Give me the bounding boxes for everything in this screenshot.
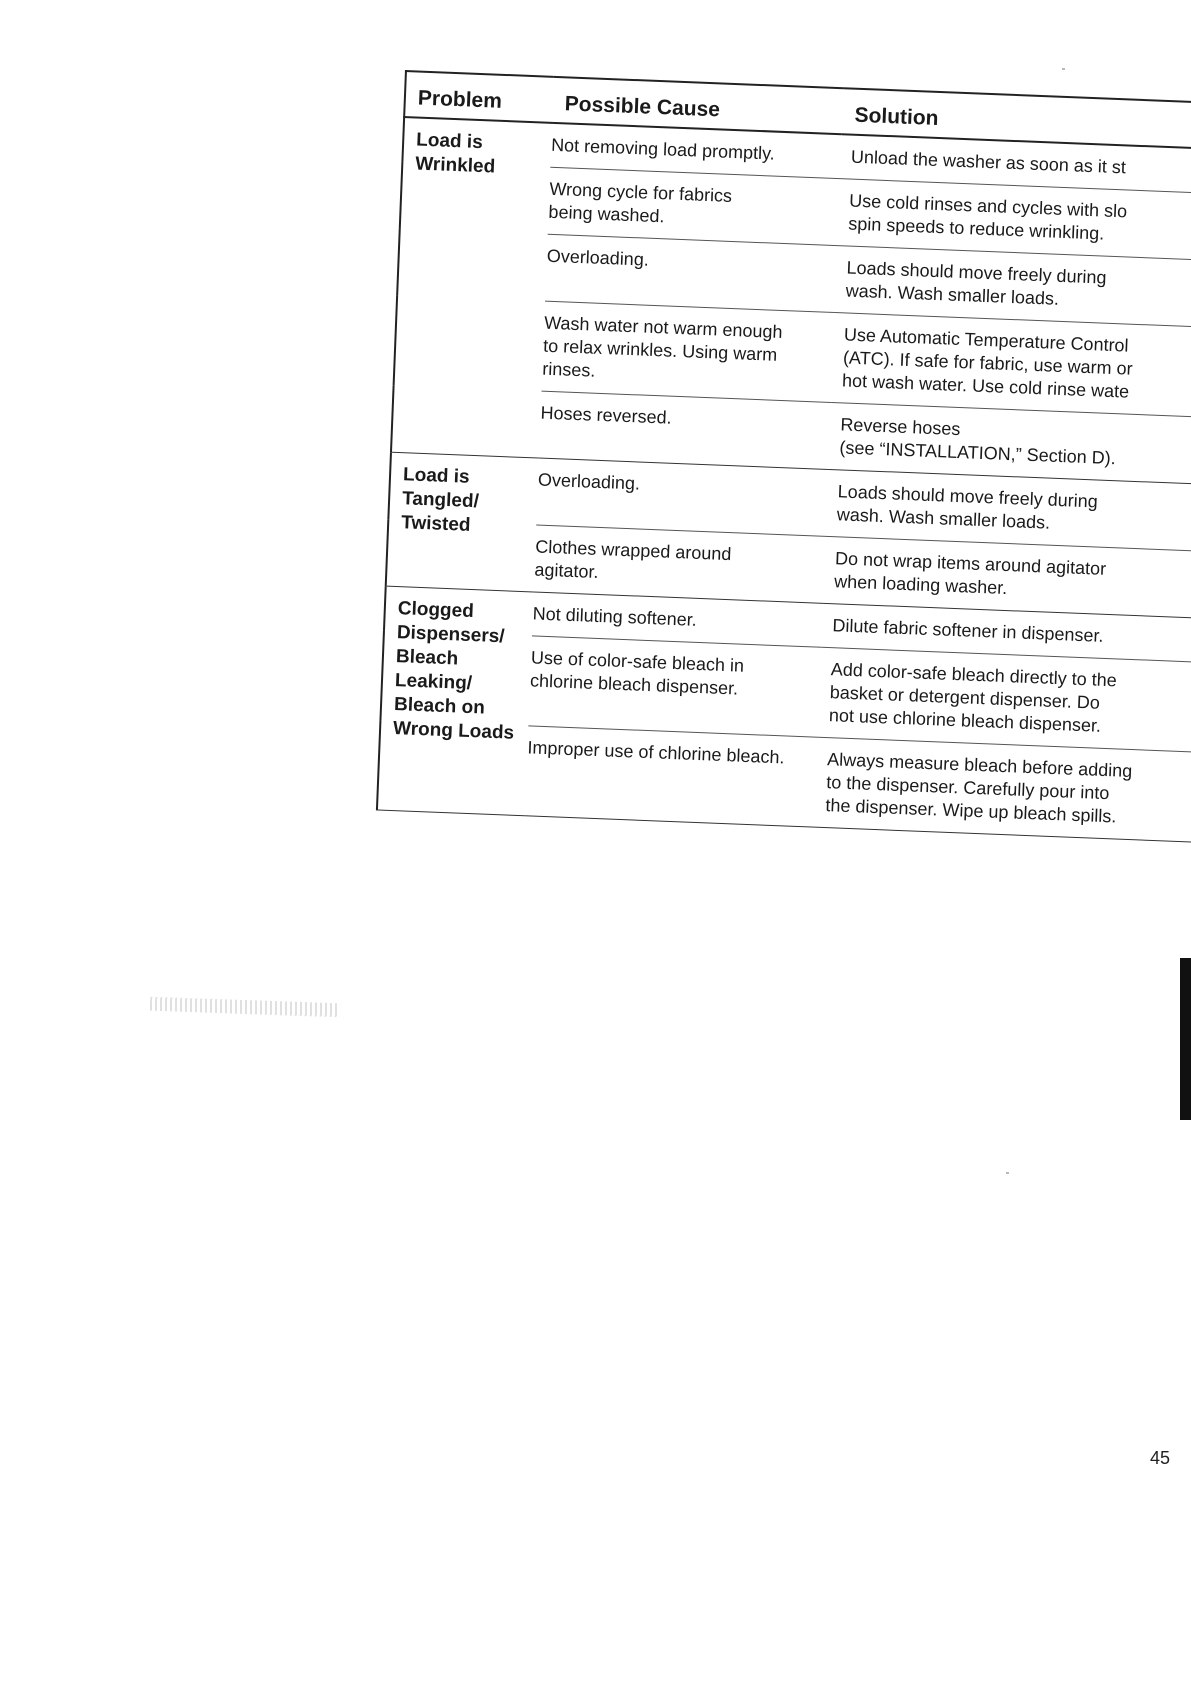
cause-text: Not removing load promptly. bbox=[550, 134, 776, 164]
troubleshooting-table-wrapper bbox=[376, 70, 1191, 843]
cause-text: Not diluting softener. bbox=[532, 603, 698, 630]
cause-text: Use of color-safe bleach in chlorine bleach dispenser. bbox=[529, 647, 745, 699]
cause-text: Hoses reversed. bbox=[540, 402, 673, 428]
problem-clogged-dispensers bbox=[377, 586, 534, 816]
cause-cell bbox=[528, 636, 821, 737]
scan-speck bbox=[1006, 1172, 1009, 1174]
cause-cell bbox=[548, 167, 840, 245]
scan-speck bbox=[1062, 68, 1065, 70]
problem-label: Load is Tangled/ Twisted bbox=[400, 464, 480, 536]
cause-text: Wrong cycle for fabrics being washed. bbox=[548, 178, 733, 227]
solution-cell bbox=[815, 737, 1191, 842]
cause-text: Improper use of chlorine bleach. bbox=[527, 737, 785, 768]
cause-cell bbox=[536, 458, 828, 536]
header-problem: Problem bbox=[404, 71, 554, 123]
cause-text: Clothes wrapped around agitator. bbox=[534, 536, 732, 582]
page-number: 45 bbox=[1150, 1448, 1171, 1468]
solution-cell bbox=[831, 313, 1191, 418]
cause-text: Overloading. bbox=[546, 245, 650, 270]
cause-cell bbox=[534, 525, 826, 603]
cause-cell bbox=[541, 301, 834, 402]
solution-text: Loads should move freely during wash. Wash smaller loads. bbox=[845, 257, 1107, 309]
troubleshooting-table bbox=[376, 70, 1191, 843]
problem-tangled-twisted bbox=[386, 452, 539, 592]
solution-text: Use Automatic Temperature Control (ATC). If safe for fabric, use warm or hot wash water. Use cold rinse wate bbox=[841, 324, 1133, 402]
problem-label: Clogged Dispensers/ Bleach Leaking/ Bleach on Wrong Loads bbox=[392, 598, 515, 744]
solution-text: Add color-safe bleach directly to the basket or detergent dispenser. Do not use chlorine bleach dispenser. bbox=[828, 659, 1118, 736]
header-solution: Solution bbox=[842, 88, 1191, 149]
solution-text: Unload the washer as soon as it st bbox=[850, 146, 1127, 178]
cause-cell bbox=[539, 391, 831, 469]
solution-text: Reverse hoses (see “INSTALLATION,” Section D). bbox=[839, 414, 1117, 469]
scan-noise-artifact bbox=[150, 997, 340, 1018]
solution-text: Use cold rinses and cycles with slo spin speeds to reduce wrinkling. bbox=[847, 190, 1128, 244]
solution-cell bbox=[818, 647, 1191, 752]
scan-edge-artifact bbox=[1180, 958, 1191, 1120]
problem-label: Load is Wrinkled bbox=[414, 129, 496, 178]
solution-text: Dilute fabric softener in dispenser. bbox=[832, 615, 1104, 646]
solution-text: Loads should move freely during wash. Wash smaller loads. bbox=[836, 481, 1099, 533]
problem-wrinkled bbox=[391, 117, 552, 458]
cause-cell bbox=[545, 234, 837, 312]
cause-cell bbox=[525, 726, 818, 827]
solution-text: Do not wrap items around agitator when loading washer. bbox=[833, 548, 1107, 599]
cause-text: Wash water not warm enough to relax wrinkles. Using warm rinses. bbox=[541, 312, 783, 381]
solution-text: Always measure bleach before adding to the dispenser. Carefully pour into the dispenser. Wipe up bleach spills. bbox=[825, 749, 1133, 827]
cause-text: Overloading. bbox=[537, 469, 641, 494]
header-possible-cause: Possible Cause bbox=[552, 77, 844, 134]
